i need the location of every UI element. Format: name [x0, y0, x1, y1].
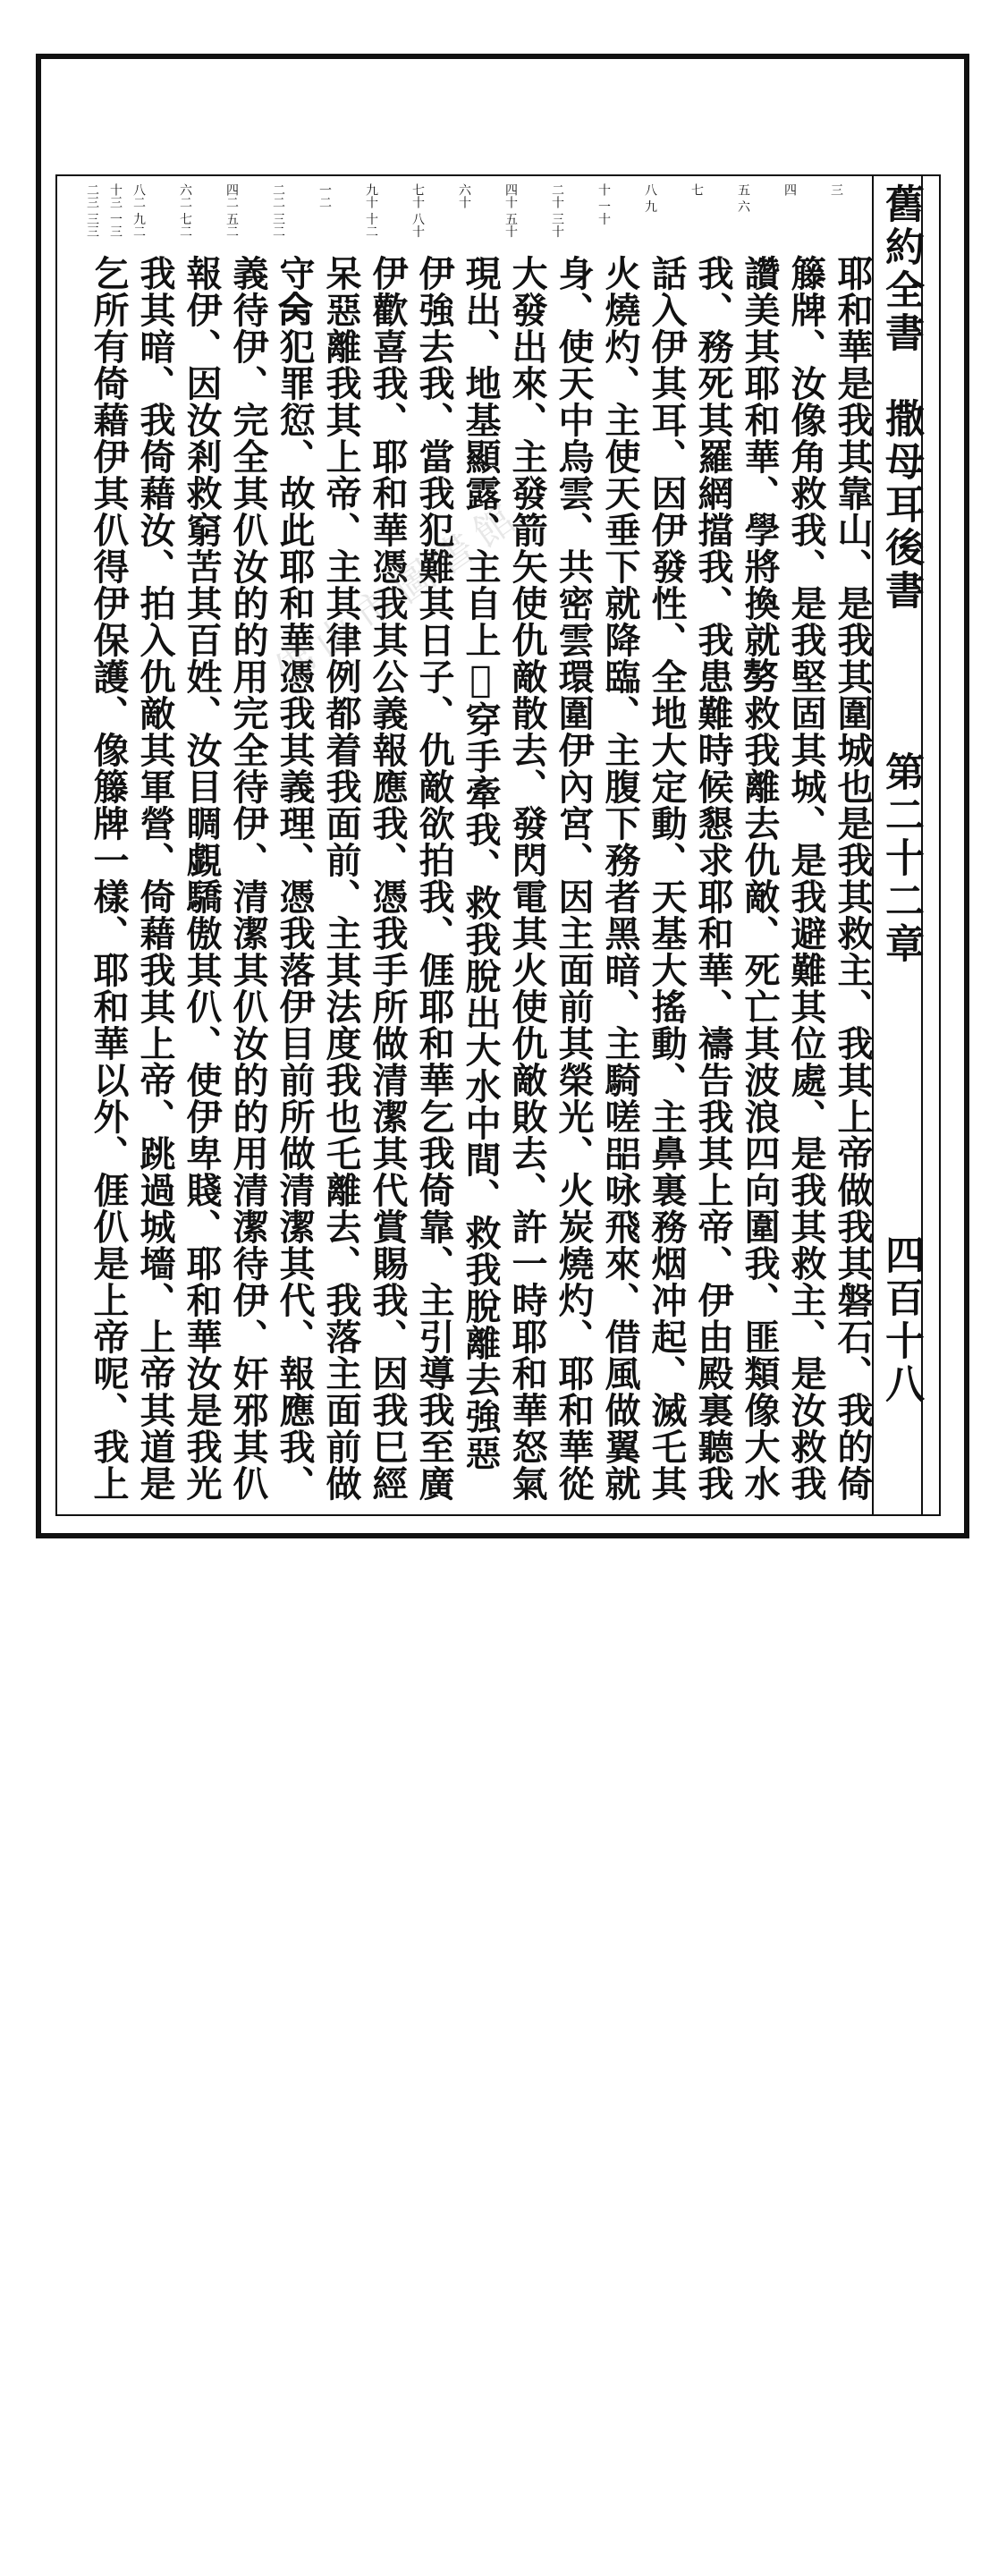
- verse-number-row: [82, 183, 842, 246]
- text-column: 耶和華是我其靠山、是我其圍城也是我其救主、我其上帝做我其磐石、我的倚: [832, 255, 874, 1502]
- verse-number: 五 六: [736, 183, 750, 213]
- text-column: 伊強去我、當我犯難其日子、仇敵欲拍我、𠊎耶和華乞我倚靠、主引導我至廣: [413, 255, 455, 1502]
- verse-number: 一二: [317, 183, 332, 208]
- text-column: 籐牌、汝像角救我、是我堅固其城、是我避難其位處、是我其救主、是汝救我: [785, 255, 827, 1502]
- text-column: 火燒灼、主使天垂下就降臨、主腹下務者黑暗、主騎嗟㗊咏飛來、借風做翼就: [599, 255, 641, 1502]
- text-column: 身、使天中烏雲、共密雲環圍伊內宮、因主面前其榮光、火炭燒灼、耶和華從: [553, 255, 595, 1502]
- verse-number: 七: [689, 183, 704, 196]
- text-columns: [82, 255, 874, 1503]
- text-column: 我其暗、我倚藉汝、拍入仇敵其軍營、倚藉我其上帝、跳過城墻、上帝其道是: [134, 255, 176, 1502]
- verse-number: 三: [829, 183, 843, 196]
- chapter-title: 第二十二章: [878, 751, 924, 966]
- library-watermark: 佛山市圖書館: [266, 491, 531, 696]
- text-column: 我、務死其羅網擋我、我患難時候懇求耶和華、禱告我其上帝、伊由殿裏聽我: [692, 255, 734, 1502]
- verse-number: 二三 三三: [85, 183, 99, 238]
- text-column: 話入伊其耳、因伊發性、全地大定動、天基大搖動、主鼻裏務烟冲起、滅乇其: [646, 255, 688, 1502]
- verse-number: 二二 三二: [271, 183, 285, 238]
- verse-number: 四二 五二: [224, 183, 239, 238]
- text-column: 現出、地基顯露、主自上𣫢穿手牽我、救我脫出大水中間、救我脫離去強惡: [460, 255, 502, 1471]
- verse-number: 六二 七二: [178, 183, 192, 238]
- verse-number: 四: [782, 183, 797, 196]
- verse-number: 四十 五十: [503, 183, 518, 238]
- book-title: 舊約全書 撒母耳後書: [878, 183, 924, 613]
- text-column: 報伊、因汝剎救窮苦其百姓、汝目睭覷驕傲其仈、使伊卑賤、耶和華汝是我光: [181, 255, 223, 1502]
- verse-number: 七十 八十: [410, 183, 425, 238]
- verse-number: 八 九: [643, 183, 657, 213]
- page-number: 四百十八: [878, 1234, 924, 1406]
- verse-number: 十 一十: [596, 183, 611, 225]
- text-column: 義待伊、完全其仈汝的的用完全待伊、清潔其仈汝的的用清潔待伊、奸邪其仈: [227, 255, 269, 1502]
- text-column: 伊歡喜我、耶和華憑我其公義報應我、憑我手所做清潔其代賞賜我、因我巳經: [367, 255, 409, 1502]
- text-column: 大發出來、主發箭矢使仇敵散去、發閃電其火使仇敵敗去、許一時耶和華怒氣: [506, 255, 548, 1502]
- verse-number: 八二 九二: [131, 183, 146, 238]
- verse-number: 六十: [457, 183, 471, 208]
- text-column: 呆惡離我其上帝、主其律例都着我面前、主其法度我也乇離去、我落主面前做: [320, 255, 362, 1502]
- text-column: 讚美其耶和華、學將換就𠢕救我離去仇敵、死亡其波浪四向圍我、匪類像大水: [739, 255, 781, 1502]
- text-column: 守𠇮犯罪愆、故此耶和華憑我其義理、憑我落伊目前所做清潔其代、報應我、: [274, 255, 316, 1502]
- verse-number: 二十 三十: [550, 183, 564, 238]
- verse-number: 九十 十二: [364, 183, 378, 238]
- text-column: 乞所有倚藉伊其仈得伊保護、像籐牌一樣、耶和華以外、𠊎仈是上帝呢、我上: [88, 255, 130, 1502]
- verse-number: 十三 一三: [108, 183, 123, 238]
